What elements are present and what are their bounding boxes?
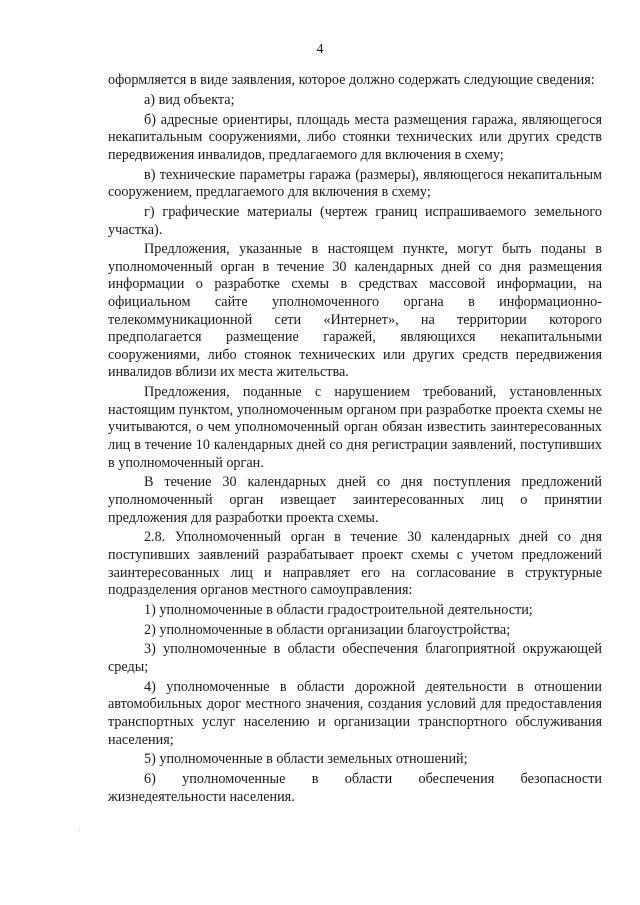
paragraph-violations: Предложения, поданные с нарушением требований, установленных настоящим пунктом, уполномоченным органом при разработке проекта схемы не учитываются, о чем уполномоченный орган обязан известить заинтересованных лиц в течение 10 календарных дней со дня регистрации заявлений, поступивших в уполномоченный орган. <box>108 384 602 471</box>
list-item-a: а) вид объекта; <box>144 91 235 108</box>
paragraph-notification: В течение 30 календарных дней со дня поступления предложений уполномоченный орган извещает заинтересованных лиц о принятии предложения для разработки проекта схемы. <box>108 474 602 526</box>
document-body <box>108 72 602 809</box>
list-item-1: 1) уполномоченные в области градостроительной деятельности; <box>144 601 533 618</box>
list-item-2: 2) уполномоченные в области организации благоустройства; <box>144 621 511 638</box>
list-item-6: 6) уполномоченные в области обеспечения безопасности жизнедеятельности населения. <box>108 771 602 805</box>
list-item-b: б) адресные ориентиры, площадь места размещения гаража, являющегося некапитальным сооружениями, либо стоянки технических или других средств передвижения инвалидов, предлагаемого для включения в схему; <box>108 111 602 163</box>
scan-speck <box>79 830 80 831</box>
list-item-g: г) графические материалы (чертеж границ испрашиваемого земельного участка). <box>108 203 602 238</box>
page-number: 4 <box>316 42 324 57</box>
list-item-3: 3) уполномоченные в области обеспечения благоприятной окружающей среды; <box>108 641 602 676</box>
clause-2-8: 2.8. Уполномоченный орган в течение 30 календарных дней со дня поступивших заявлений разрабатывает проект схемы с учетом предложений заинтересованных лиц и направляет его на согласование в структурные подразделения органов местного самоуправления: <box>108 529 602 599</box>
paragraph-continuation: оформляется в виде заявления, которое должно содержать следующие сведения: <box>108 72 595 88</box>
paragraph-proposals: Предложения, указанные в настоящем пункте, могут быть поданы в уполномоченный орган в течение 30 календарных дней со дня размещения информации о разработке схемы в средствах массовой информации, на официальном сайте уполномоченного органа в информационно-телекоммуникационной сети «Интернет», на территории которого предполагается размещение гаражей, являющихся некапитальными сооружениями, либо стоянок технических или других средств передвижения инвалидов вблизи их места жительства. <box>108 241 602 381</box>
list-item-v: в) технические параметры гаража (размеры), являющегося некапитальным сооружением, предлагаемого для включения в схему; <box>108 166 602 201</box>
list-item-5: 5) уполномоченные в области земельных отношений; <box>144 751 468 768</box>
list-item-4: 4) уполномоченные в области дорожной деятельности в отношении автомобильных дорог местного значения, создания условий для предоставления транспортных услуг населению и организации транспортного обслуживания населения; <box>108 678 602 748</box>
